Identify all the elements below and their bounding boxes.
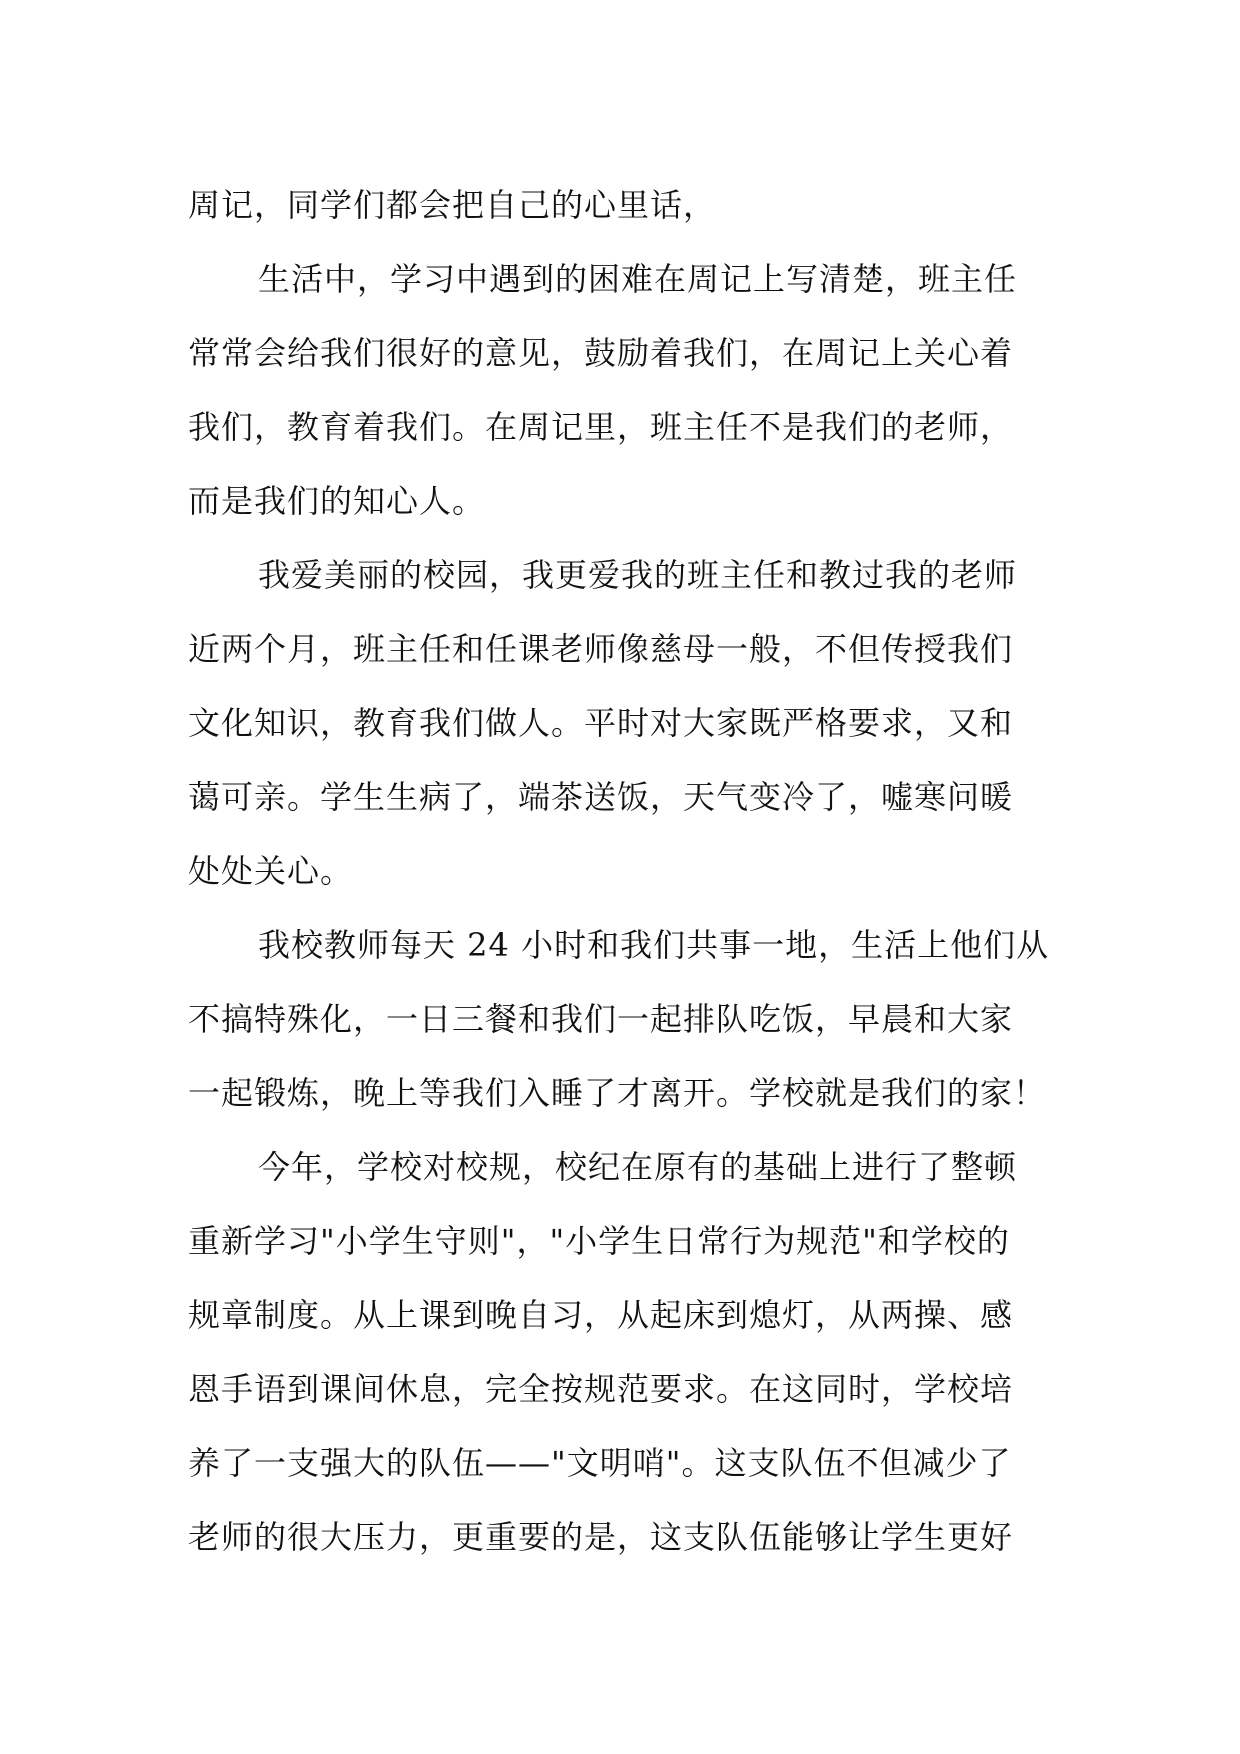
text-line: 蔼可亲。学生生病了，端茶送饭，天气变冷了，嘘寒问暖 — [188, 778, 1014, 816]
text-line: 今年，学校对校规，校纪在原有的基础上进行了整顿 — [258, 1148, 1018, 1186]
text-line: 重新学习"小学生守则"，"小学生日常行为规范"和学校的 — [188, 1222, 1010, 1260]
text-line: 一起锻炼，晚上等我们入睡了才离开。学校就是我们的家！ — [188, 1074, 1047, 1112]
text-line: 我爱美丽的校园，我更爱我的班主任和教过我的老师 — [258, 556, 1018, 594]
text-line: 文化知识，教育我们做人。平时对大家既严格要求，又和 — [188, 704, 1014, 742]
text-line: 而是我们的知心人。 — [188, 482, 486, 520]
text-line: 恩手语到课间休息，完全按规范要求。在这同时，学校培 — [188, 1370, 1014, 1408]
text-line: 我们，教育着我们。在周记里，班主任不是我们的老师， — [188, 408, 1014, 446]
text-line: 生活中，学习中遇到的困难在周记上写清楚，班主任 — [258, 260, 1018, 298]
text-line: 我校教师每天 24 小时和我们共事一地，生活上他们从 — [258, 926, 1050, 964]
document-body — [188, 168, 1058, 1574]
text-line: 养了一支强大的队伍——"文明哨"。这支队伍不但减少了 — [188, 1444, 1012, 1482]
text-line: 周记，同学们都会把自己的心里话， — [188, 186, 717, 224]
text-line: 处处关心。 — [188, 852, 354, 890]
text-line: 老师的很大压力，更重要的是，这支队伍能够让学生更好 — [188, 1518, 1014, 1556]
text-line: 常常会给我们很好的意见，鼓励着我们，在周记上关心着 — [188, 334, 1014, 372]
text-line: 不搞特殊化，一日三餐和我们一起排队吃饭，早晨和大家 — [188, 1000, 1014, 1038]
text-line: 规章制度。从上课到晚自习，从起床到熄灯，从两操、感 — [188, 1296, 1014, 1334]
text-line: 近两个月，班主任和任课老师像慈母一般，不但传授我们 — [188, 630, 1014, 668]
